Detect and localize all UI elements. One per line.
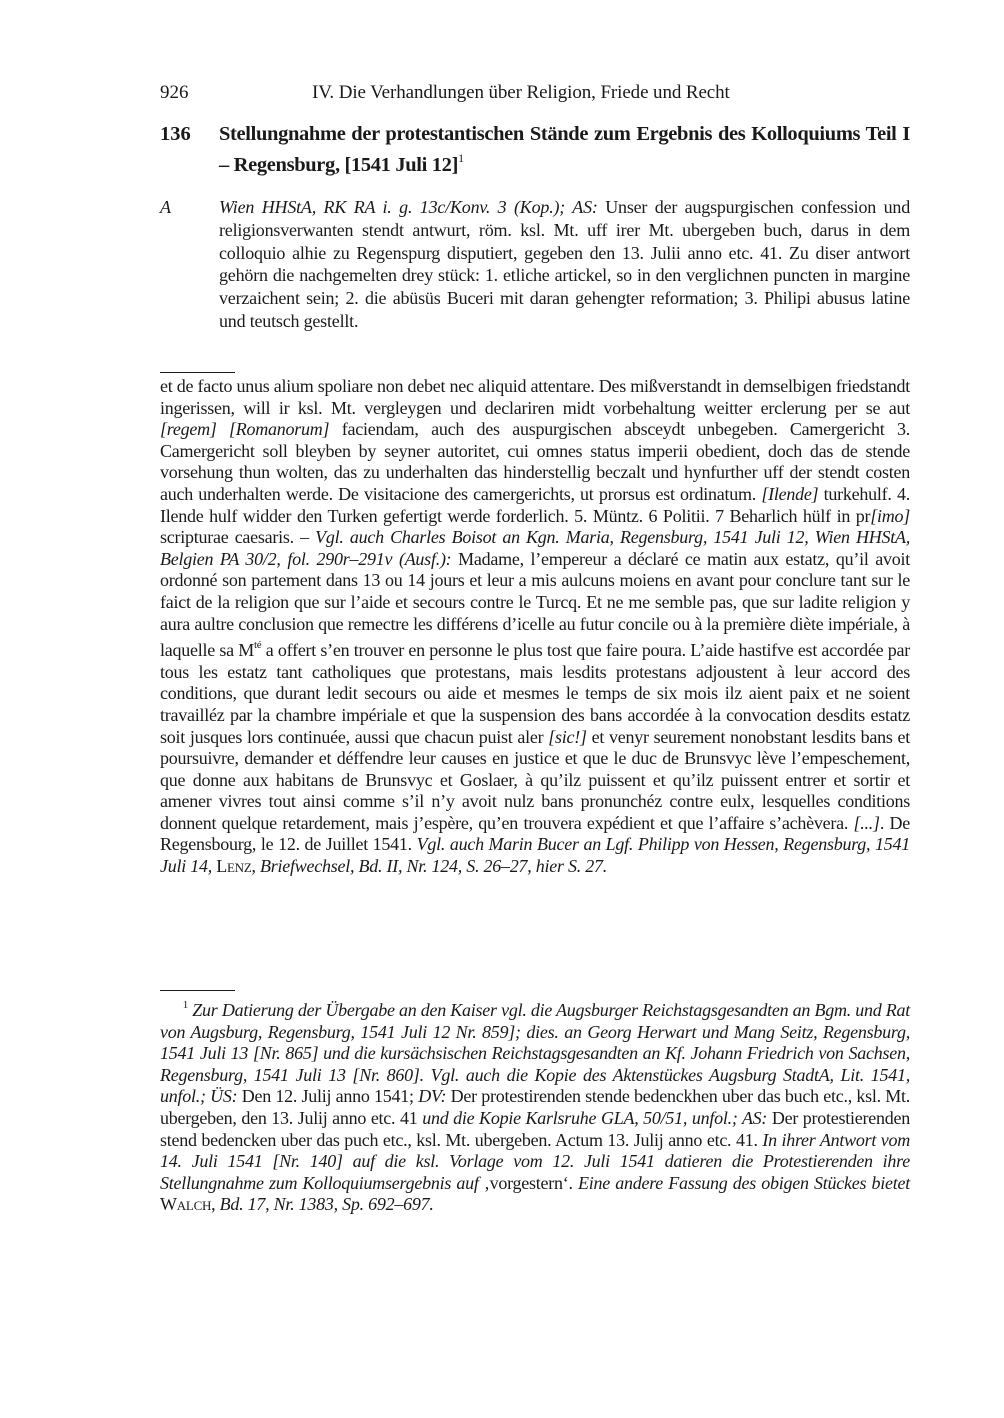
archive-reference: Wien HHStA, RK RA i. g. 13c/Konv. 3 (Kop.); AS: <box>219 197 598 217</box>
document-title-text: Stellungnahme der protestantischen Stände zum Ergebnis des Kolloquiums Teil I – Regensburg, [1541 Juli 12] <box>219 123 910 176</box>
apparatus-divider <box>160 372 235 373</box>
source-siglum: A <box>160 197 171 217</box>
text-segment: Den 12. Julij anno 1541; <box>237 1086 419 1107</box>
italic-text-segment: [regem] [Romanorum] <box>160 419 330 440</box>
author-name: Walch <box>160 1194 212 1215</box>
running-head <box>160 82 910 106</box>
italic-text-segment: [imo] <box>870 505 910 526</box>
italic-text-segment: Eine andere Fassung des obigen Stückes bietet <box>577 1172 910 1193</box>
source-title-text: Unser der augspurgischen confession und religionsverwanten stendt antwurt, röm. ksl. Mt. uff irer Mt. ubergeben buch, darus in dem colloquio alhie zu Regenspurg disputiert, gegeben den 13. Julii anno etc. 41. Zu diser antwort gehörn die nachgemelten drey stück: 1. etliche artickel, so in den verglichnen puncten in margine verzaichent sein; 2. die abüsüs Buceri mit daran gehengter reformation; 3. Philipi abusus latine und teutsch gestellt. <box>219 197 910 331</box>
footnotes <box>160 995 910 1216</box>
italic-text-segment: [sic!] <box>548 726 587 747</box>
running-title: IV. Die Verhandlungen über Religion, Friede und Recht <box>312 82 730 103</box>
italic-text-segment: und die Kopie Karlsruhe GLA, 50/51, unfol.; AS: <box>422 1107 768 1128</box>
text-segment: Der protestierenden stend bedencken uber das puch etc., ksl. Mt. ubergeben. Actum 13. Julij anno etc. 41. <box>160 1107 911 1150</box>
text-segment: et venyr seurement nonobstant lesdits bans et poursuivre, demander et déffendre leur causes en justice et que le duc de Brunsvyc lève l’empeschement, que donne aux habitans de Brunsvyc et Goslaer, à qu’ilz puissent et qu’ilz puissent entrer et sortir et amener vivres tout ainsi comme s’il n’y avoit nulz bans pronunchéz contre eulx, lesquelles conditions donnent quelque retardement, mais j’espère, qu’en trouvera expédient et que l’affaire s’achèvera. <box>160 726 910 833</box>
italic-text-segment: Vgl. auch Marin Bucer an Lgf. Philipp von Hessen, Regensburg, 1541 Juli 14, <box>160 834 910 877</box>
italic-text-segment: Zur Datierung der Übergabe an den Kaiser vgl. die Augsburger Reichstagsgesandten an Bgm. und Rat von Augsburg, Regensburg, 1541 Juli 12 Nr. 859]; dies. an Georg Herwart und Mang Seitz, Regensburg, 1541 Juli 13 [Nr. 865] und die kursächsischen Reichstagsgesandten an Kf. Johann Friedrich von Sachsen, Regensburg, 1541 Juli 13 [Nr. 860]. Vgl. auch die Kopie des Aktenstückes Augsburg StadtA, Lit. 1541, unfol.; ÜS: <box>160 1000 911 1107</box>
italic-text-segment: Briefwechsel, Bd. II, Nr. 124, S. 26–27, hier S. 27. <box>260 856 607 877</box>
footnote-divider <box>160 990 235 991</box>
text-segment: , <box>211 1194 220 1215</box>
source-text <box>219 196 910 333</box>
document-number: 136 <box>160 123 191 145</box>
author-name: Lenz <box>216 856 252 877</box>
italic-text-segment: [...] <box>853 812 880 833</box>
text-segment: a offert s’en trouver en personne le plus tost que faire poura. L’aide hastifve est accordée par tous les estatz tant catholiques que protestans, mais lesdits protestans adjoustent à leur accord des conditions, que durant ledit secours ou aide et mesmes le temps de six mois ilz aient paix et ne soient travailléz par la chambre impériale et que la suspension des bans accordée à la convocation desdits estatz soit jusques lors continuée, aussi que chacun puist aler <box>160 640 910 747</box>
text-segment: Madame, l’empereur a déclaré ce matin aux estatz, qu’il avoit ordonné son partement dans 13 ou 14 jours et leur a mis aulcuns moiens en avant pour conclure tant sur le faict de la religion que sur l’aide et secours contre le Turcq. Et ne me semble pas, que sur ladite religion y aura aultre conclusion que remectre les différens d’icelle au futur concile ou à la première diète impériale, à laquelle sa M <box>160 548 910 661</box>
text-segment: . De Regensbourg, le 12. de Juillet 1541. <box>160 812 910 855</box>
footnote-number: 1 <box>182 999 188 1011</box>
page-number: 926 <box>160 82 189 103</box>
italic-text-segment: [Ilende] <box>761 483 819 504</box>
footnote-marker <box>160 995 188 1022</box>
italic-text-segment: DV: <box>418 1086 447 1107</box>
italic-text-segment: Bd. 17, Nr. 1383, Sp. 692–697. <box>219 1194 434 1215</box>
text-segment: scripturae caesaris. – <box>160 527 316 548</box>
italic-text-segment: In ihrer Antwort vom 14. Juli 1541 [Nr. 140] auf die ksl. Vorlage vom 12. Juli 1541 datieren die Protestierenden ihre Stellungnahme zum Kolloquiumsergebnis auf <box>160 1129 910 1193</box>
text-segment: Der protestirenden stende bedenckhen uber das buch etc., ksl. Mt. ubergeben, den 13. Julij anno etc. 41 <box>160 1086 910 1128</box>
text-segment: ‚vorgestern‘. <box>478 1172 578 1193</box>
text-segment: turkehulf. 4. Ilende hulf widder den Turken gefertigt werde forderlich. 5. Müntz. 6 Politii. 7 Beharlich hülf in pr <box>160 483 910 526</box>
footnote-reference[interactable]: 1 <box>458 151 464 165</box>
critical-apparatus <box>160 376 910 878</box>
italic-text-segment: Vgl. auch Charles Boisot an Kgn. Maria, Regensburg, 1541 Juli 12, Wien HHStA, Belgien PA 30/2, fol. 290r–291v (Ausf.): <box>160 527 910 569</box>
document-title <box>219 122 910 177</box>
text-segment: et de facto unus alium spoliare non debet nec aliquid attentare. Des mißverstandt in demselbigen friedstandt ingerissen, will ir ksl. Mt. vergleygen und declariren midt vorbehaltung weitter erclerung per se aut <box>160 376 910 418</box>
text-segment: , <box>251 856 261 877</box>
text-segment: faciendam, auch des auspurgischen absceydt unbegeben. Camergericht 3. Camergericht soll bleyben by seyner autoritet, cui omnes status imperii obedient, doch das de stende vorsehung thun wolten, das zu underhalten das hinderstellig beczalt und hynfurther uff der stendt costen auch underhalten werde. De visitacione des camergerichts, ut prorsus est ordinatum. <box>160 419 910 504</box>
text-segment: té <box>253 639 262 652</box>
